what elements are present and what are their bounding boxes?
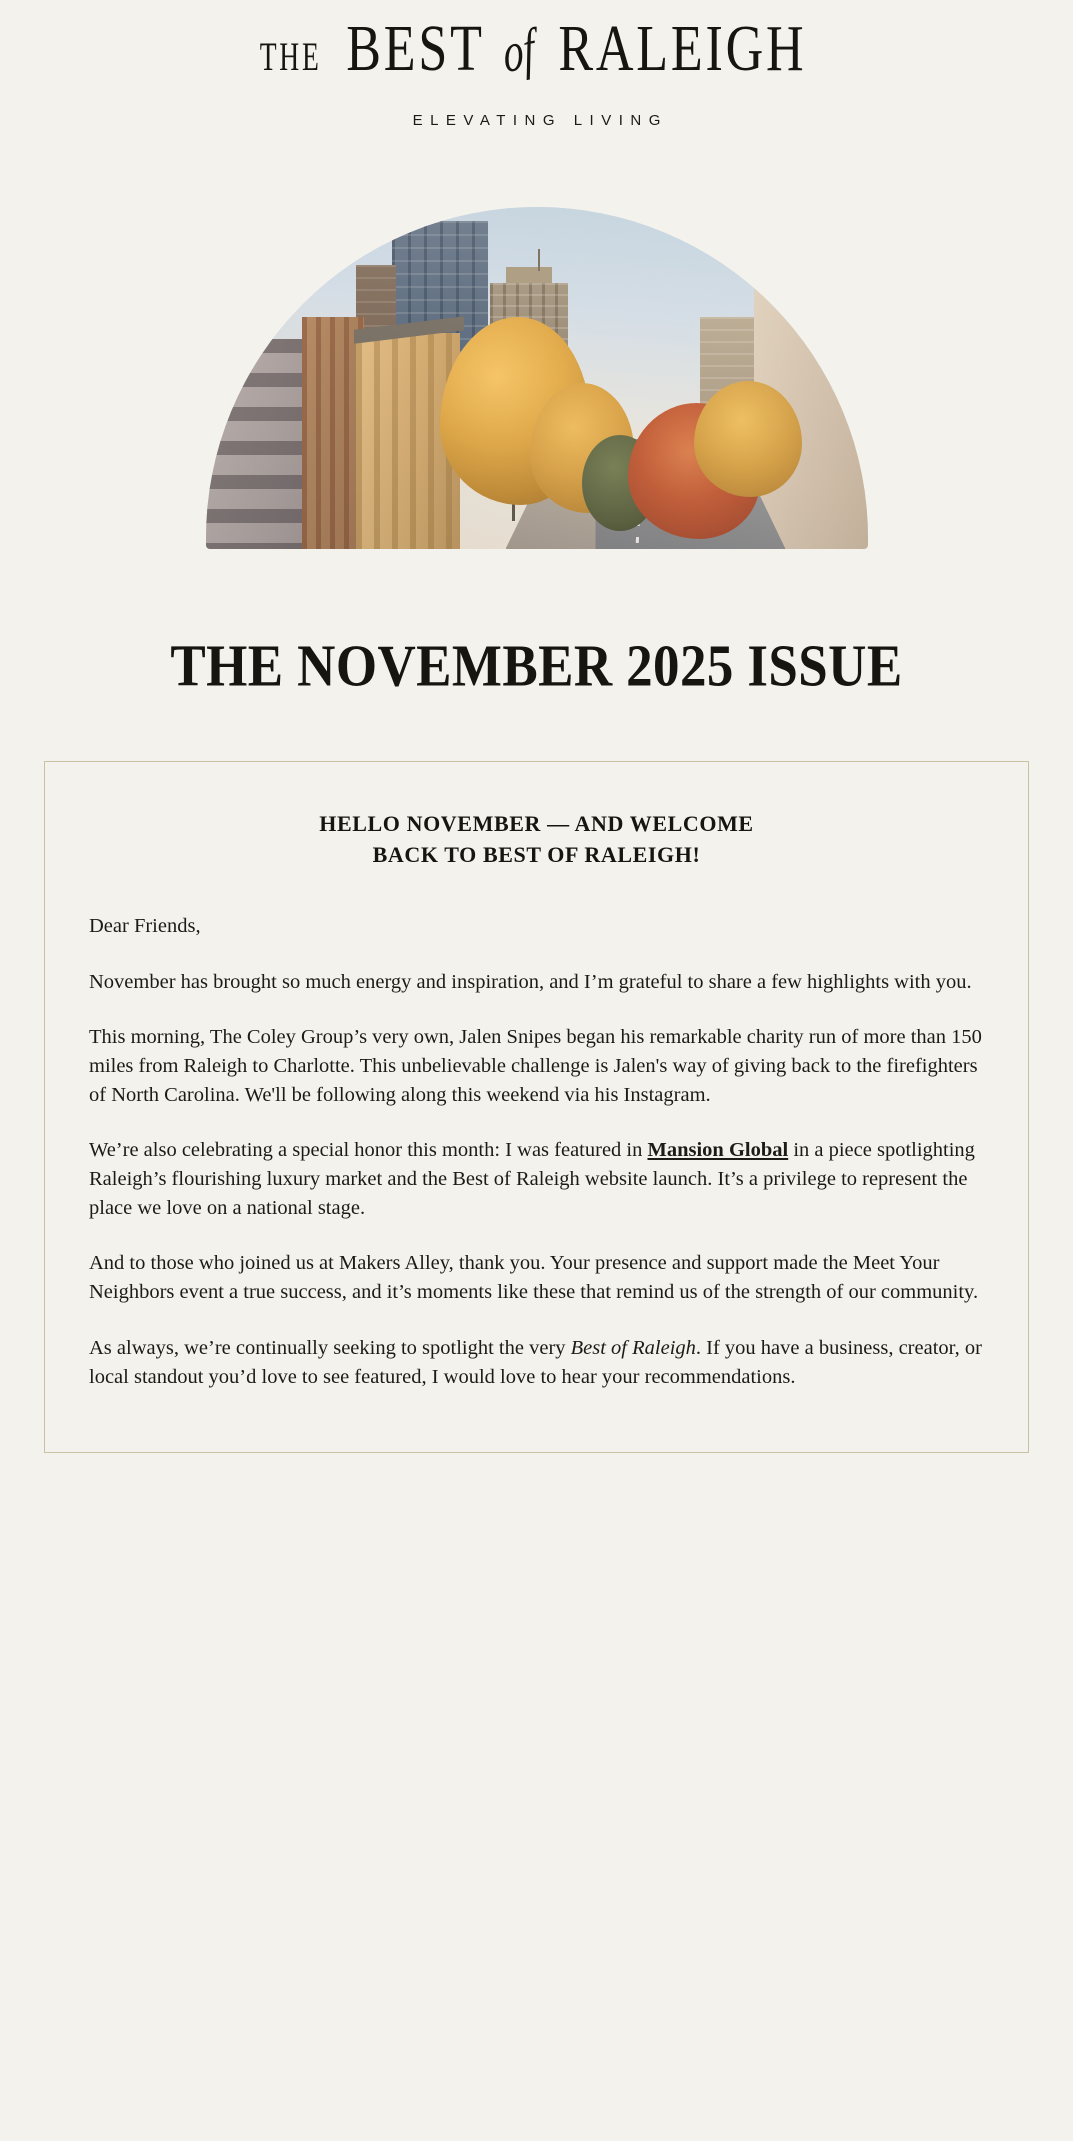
letter-p3-text-after: in a piece spotlighting Raleigh’s flourishing luxury market and the Best of Raleigh website launch. It’s a privilege to represent the place we love on a national stage.	[89, 1139, 975, 1220]
letter-paragraph-1: November has brought so much energy and inspiration, and I’m grateful to share a few highlights with you.	[89, 970, 972, 993]
hero-image-wrap	[206, 207, 868, 549]
letter-paragraph-5	[89, 1334, 984, 1392]
letter-heading-line-1: HELLO NOVEMBER — AND WELCOME	[319, 811, 754, 836]
mansion-global-link[interactable]: Mansion Global	[647, 1139, 789, 1162]
letter-paragraph-2: This morning, The Coley Group’s very own, Jalen Snipes began his remarkable charity run of more than 150 miles from Raleigh to Charlotte. This unbelievable challenge is Jalen's way of giving back to the firefighters of North Carolina. We'll be following along this weekend via his Instagram.	[89, 1025, 982, 1106]
logo-word-the: THE	[260, 34, 323, 80]
letter-heading	[89, 808, 984, 870]
letter-p3-text-before: We’re also celebrating a special honor this month: I was featured in	[89, 1139, 648, 1162]
letter-salutation: Dear Friends,	[89, 915, 201, 938]
logo-word-best: BEST	[345, 12, 485, 86]
logo-word-of: of	[499, 16, 537, 85]
hero-image-raleigh-autumn	[206, 207, 868, 549]
letter-paragraph-4: And to those who joined us at Makers Alley, thank you. Your presence and support made the Meet Your Neighbors event a true success, and it’s moments like these that remind us of the strength of our community.	[89, 1252, 979, 1304]
page-title: THE NOVEMBER 2025 ISSUE	[170, 634, 903, 700]
letter-paragraph-3	[89, 1136, 984, 1223]
letter-body	[89, 912, 984, 1391]
letter-card	[44, 761, 1029, 1453]
brand-tagline: ELEVATING LIVING	[412, 112, 668, 129]
letter-p5-text-before: As always, we’re continually seeking to spotlight the very	[89, 1336, 571, 1359]
letter-p5-text-after: . If you have a business, creator, or local standout you’d love to see featured, I would love to hear your recommendations.	[89, 1336, 982, 1388]
brand-logo[interactable]	[0, 12, 1073, 86]
masthead	[0, 0, 1073, 129]
hero-warm-overlay	[206, 207, 868, 549]
logo-word-raleigh: RALEIGH	[558, 12, 807, 86]
best-of-raleigh-emphasis: Best of Raleigh	[570, 1336, 696, 1359]
letter-heading-line-2: BACK TO BEST OF RALEIGH!	[372, 842, 701, 868]
